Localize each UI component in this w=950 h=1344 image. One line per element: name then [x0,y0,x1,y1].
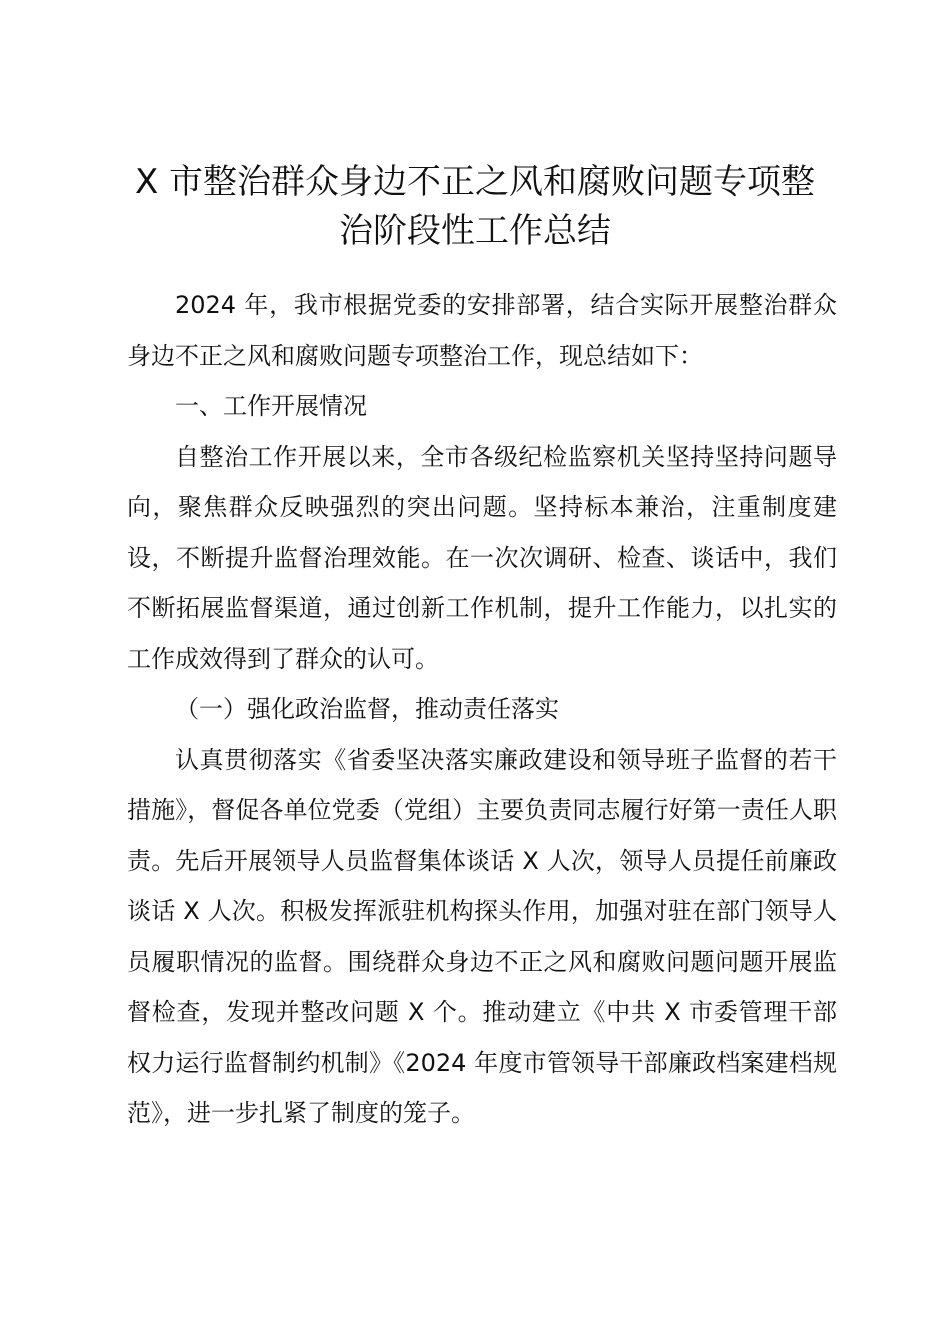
title-line-2: 治阶段性工作总结 [339,211,611,251]
body-paragraph: 认真贯彻落实《省委坚决落实廉政建设和领导班子监督的若干措施》，督促各单位党委（党组）主要负责同志履行好第一责任人职责。先后开展领导人员监督集体谈话 X 人次，领导人员提任前廉政谈话 X 人次。积极发挥派驻机构探头作用，加强对驻在部门领导人员履职情况的监督。围绕群众身边不正之风和腐败问题问题开展监督检查，发现并整改问题 X 个。推动建立《中共 X 市委管理干部权力运行监督制约机制》《2024 年度市管领导干部廉政档案建档规范》，进一步扎紧了制度的笼子。 [127,745,837,1127]
body-paragraph: 自整治工作开展以来，全市各级纪检监察机关坚持坚持问题导向，聚焦群众反映强烈的突出问题。坚持标本兼治，注重制度建设，不断提升监督治理效能。在一次次调研、检查、谈话中，我们不断拓展监督渠道，通过创新工作机制，提升工作能力，以扎实的工作成效得到了群众的认可。 [127,442,837,673]
intro-paragraph: 2024 年，我市根据党委的安排部署，结合实际开展整治群众身边不正之风和腐败问题专项整治工作，现总结如下： [127,291,837,370]
section-heading: 一、工作开展情况 [175,392,367,420]
document-body [127,280,837,1139]
subsection-heading: （一）强化政治监督，推动责任落实 [175,695,559,723]
document-title [110,158,840,256]
title-line-1: X 市整治群众身边不正之风和腐败问题专项整 [134,162,816,202]
